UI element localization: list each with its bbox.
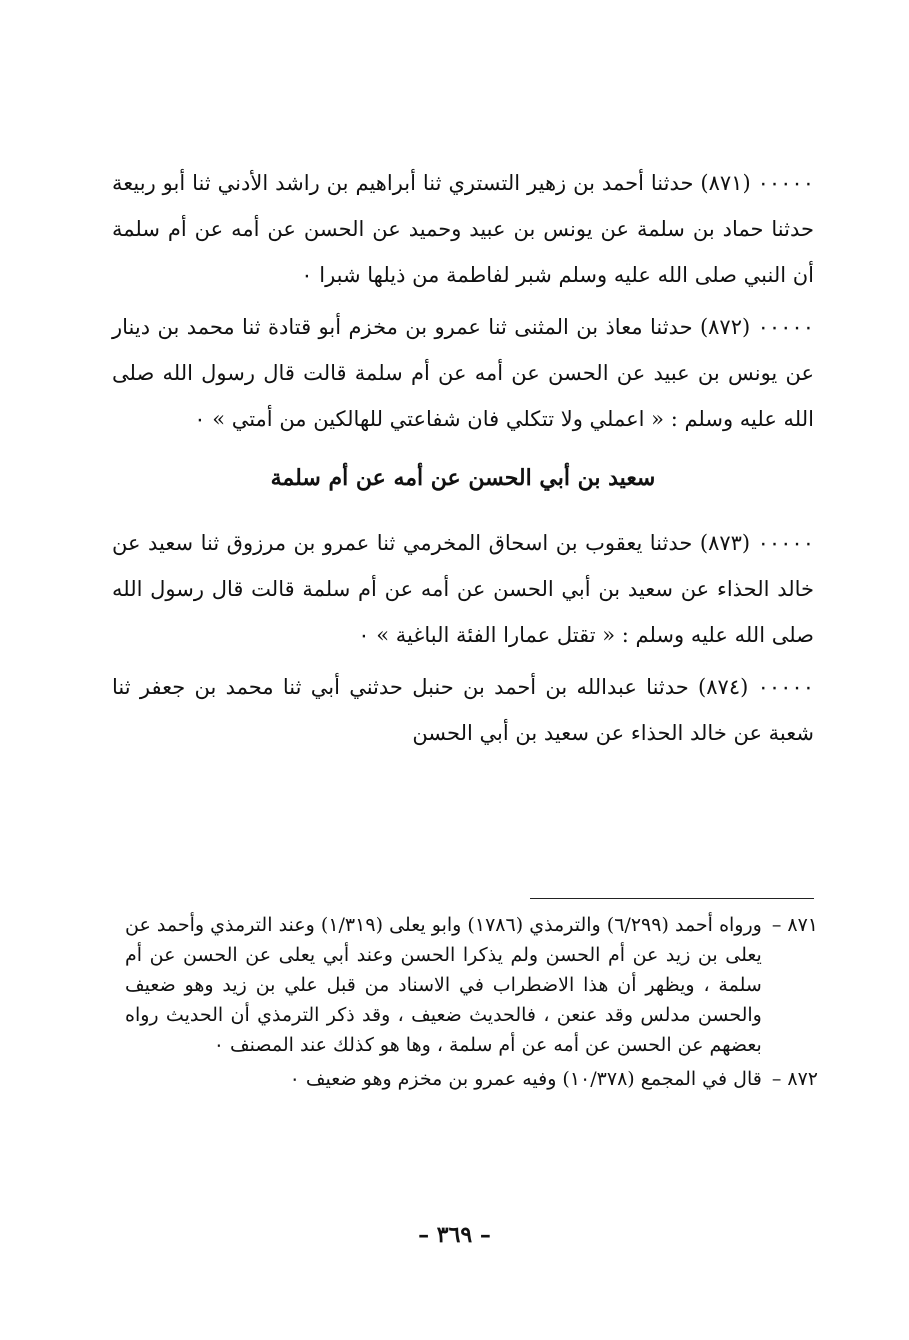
page-number: – ٣٦٩ – — [418, 1222, 491, 1248]
footnote-number: ٨٧١ – — [771, 914, 818, 936]
hadith-874: ٠٠٠٠٠ (٨٧٤) حدثنا عبدالله بن أحمد بن حنبل حدثني أبي ثنا محمد بن جعفر ثنا شعبة عن خالد الحذاء عن سعيد بن أبي الحسن — [112, 675, 814, 745]
footnote-871 — [125, 910, 818, 1060]
hadith-872: ٠٠٠٠٠ (٨٧٢) حدثنا معاذ بن المثنى ثنا عمرو بن مخزم أبو قتادة ثنا محمد بن دينار عن يونس بن عبيد عن الحسن عن أمه عن أم سلمة قالت قال رسول الله صلى الله عليه وسلم : « اعملي ولا تتكلي فان شفاعتي للهالكين من أمتي » ٠ — [112, 315, 814, 431]
footnotes — [125, 910, 818, 1098]
hadith-871: ٠٠٠٠٠ (٨٧١) حدثنا أحمد بن زهير التستري ثنا أبراهيم بن راشد الأدني ثنا أبو ربيعة حدثنا حماد بن سلمة عن يونس بن عبيد وحميد عن الحسن عن أمه عن أم سلمة أن النبي صلى الله عليه وسلم شبر لفاطمة من ذيلها شبرا ٠ — [112, 171, 814, 287]
section-heading: سعيد بن أبي الحسن عن أمه عن أم سلمة — [270, 465, 656, 491]
footnote-text: ورواه أحمد (٦/٢٩٩) والترمذي (١٧٨٦) وابو يعلى (١/٣١٩) وعند الترمذي وأحمد عن يعلى بن زيد عن أم الحسن ولم يذكرا الحسن وعند أبي يعلى عن الحسن عن أم سلمة ، ويظهر أن هذا الاضطراب في الاسناد من قبل علي بن زيد وهو ضعيف والحسن مدلس وقد عنعن ، فالحديث ضعيف ، وقد ذكر الترمذي أن الحديث رواه بعضهم عن الحسن عن أمه عن أم سلمة ، وها هو كذلك عند المصنف ٠ — [125, 914, 762, 1056]
footnote-number: ٨٧٢ – — [771, 1068, 818, 1090]
main-text — [112, 160, 814, 756]
footnote-872 — [125, 1064, 818, 1094]
footnote-separator — [530, 898, 814, 899]
hadith-873: ٠٠٠٠٠ (٨٧٣) حدثنا يعقوب بن اسحاق المخرمي ثنا عمرو بن مرزوق ثنا سعيد عن خالد الحذاء عن سعيد بن أبي الحسن عن أمه عن أم سلمة قالت قال رسول الله صلى الله عليه وسلم : « تقتل عمارا الفئة الباغية » ٠ — [112, 531, 814, 647]
footnote-text: قال في المجمع (١٠/٣٧٨) وفيه عمرو بن مخزم وهو ضعيف ٠ — [289, 1068, 762, 1090]
